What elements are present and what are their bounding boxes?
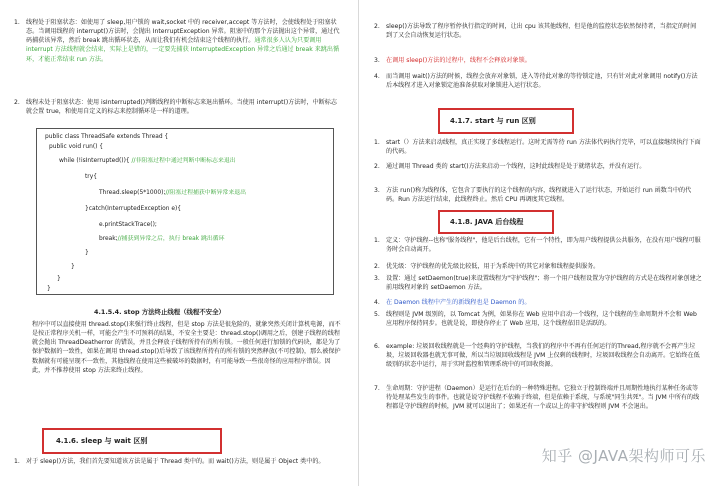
- left-page: [6, 6, 356, 480]
- code-block: [36, 128, 334, 295]
- code-line: }: [47, 286, 51, 292]
- section-title-sleep-wait: 4.1.6. sleep 与 wait 区别: [56, 437, 148, 445]
- stop-subheading: 4.1.5.4. stop 方法终止线程（线程不安全）: [94, 308, 225, 316]
- daemon-item-4: 4. 在 Daemon 线程中产生的新线程也是 Daemon 的。: [374, 299, 531, 306]
- daemon-item-1: 1. 定义：守护线程--也称"服务线程"，他是后台线程，它有一个特性，即为用户线程提供公共服务，在没有用户线程可服务时会自动离开。: [374, 237, 701, 254]
- stop-paragraph: 程序中可以直接使用 thread.stop()来强行终止线程，但是 stop 方法是很危险的，就象突然关闭计算机电源，而不是按正常程序关机一样，可能会产生不可预料的结果，不安全主要是：thread.stop()调用之后，创建子线程的线程就会抛出 ThreadDeatherror 的错误，并且会释放子线程所持有的所有锁。一般任何进行加锁的代码块，都是为了保护数据的一致性，如果在调用 thread.stop()后导致了该线程所持有的所有锁的突然释放(不可控制)，那么被保护数据就有可能呈现不一致性，其他线程在使用这些被破坏的数据时，有可能导致一些很奇怪的应用程序错误。因此，并不推荐使用 stop 方法来终止线程。: [32, 321, 341, 374]
- code-line: }: [71, 264, 75, 270]
- code-line: try{: [85, 174, 97, 180]
- zhihu-watermark: 知乎 @JAVA架构师可乐: [541, 447, 706, 465]
- interrupt-item-1: 1. 线程处于阻塞状态：如使用了 sleep,用户锁的 wait,socket 中的 receiver,accept 等方法时，会使线程处于阻塞状态。当调用线程的 interrupt()方法时，会抛出 InterruptException 异常。阻塞中的那个方法抛出这个异常，通过代码捕获该异常，然后 break 跳出循环状态，从而让我们有机会结束这个线程的执行。通常很多人认为只要调用 interrupt 方法线程就会结束，实际上是错的，一定要先捕获 InterruptedException 异常之后通过 break 来跳出循环，才能正常结束 run 方法。: [14, 19, 340, 63]
- daemon-item-7: 7. 生命周期：守护进程（Daemon）是运行在后台的一种特殊进程。它独立于控制终端并且周期性地执行某种任务或等待处理某些发生的事件。也就是说守护线程不依赖于终端，但是依赖于系统，与系统"同生共死"。当 JVM 中所有的线程都是守护线程的时候，JVM 就可以退出了；如果还有一个或以上的非守护线程则 JVM 不会退出。: [374, 385, 700, 411]
- page-divider: [358, 0, 359, 486]
- start-item-2: 2. 通过调用 Thread 类的 start()方法来启动一个线程，这时此线程是处于就绪状态，并没有运行。: [374, 163, 646, 170]
- daemon-item-2: 2. 优先级：守护线程的优先级比较低，用于为系统中的其它对象和线程提供服务。: [374, 263, 600, 270]
- code-line: Thread.sleep(5*1000);//阻塞过程捕获中断异常来退出: [99, 190, 246, 196]
- code-line: break;//捕获到异常之后，执行 break 跳出循环: [99, 236, 225, 242]
- start-item-1: 1. start（）方法来启动线程，真正实现了多线程运行。这时无需等待 run 方法体代码执行完毕，可以直接继续执行下面的代码。: [374, 139, 701, 156]
- daemon-item-6: 6. example: 垃圾回收线程就是一个经典的守护线程，当我们的程序中不再有任何运行的Thread,程序就不会再产生垃圾，垃圾回收器也就无事可做，所以当垃圾回收线程是 JVM 上仅剩的线程时，垃圾回收线程会自动离开。它始终在低级别的状态中运行，用于实时监控和管理系统中的可回收资源。: [374, 343, 700, 369]
- code-line: }: [85, 250, 89, 256]
- item-text: 线程未处于阻塞状态：使用 isInterrupted()判断线程的中断标志来退出循环。当使用 interrupt()方法时，中断标志就会置 true，和使用自定义的标志来控制循环是一样的道理。: [26, 99, 337, 116]
- code-line: e.printStackTrace();: [99, 222, 157, 228]
- code-line: }: [57, 276, 61, 282]
- item-green-note: 通常很多人认为只要调用 interrupt 方法线程就会结束，实际上是错的，一定要先捕获 InterruptedException 异常之后通过 break 来跳出循环，才能正常结束 run 方法。: [26, 37, 340, 63]
- daemon-item-5: 5. 线程则是 JVM 级别的，以 Tomcat 为例，如果你在 Web 应用中启动一个线程，这个线程的生命周期并不会和 Web 应用程序保持同步。也就是说，即使你停止了 Web 应用，这个线程依旧是活跃的。: [374, 311, 697, 328]
- sleep-item-4: 4. 而当调用 wait()方法的时候，线程会放弃对象锁，进入等待此对象的等待锁定池，只有针对此对象调用 notify()方法后本线程才进入对象锁定池准备获取对象锁进入运行状态。: [374, 73, 698, 90]
- code-line: public class ThreadSafe extends Thread {: [45, 134, 169, 140]
- start-item-3: 3. 方法 run()称为线程体，它包含了要执行的这个线程的内容，线程就进入了运行状态，开始运行 run 函数当中的代码。Run 方法运行结束，此线程终止。然后 CPU 再调度其它线程。: [374, 187, 692, 204]
- code-line: public void run() {: [49, 144, 104, 150]
- sleep-item-3: 3. 在调用 sleep()方法的过程中，线程不会释放对象锁。: [374, 57, 531, 64]
- interrupt-item-2: 2. 线程未处于阻塞状态：使用 isInterrupted()判断线程的中断标志来退出循环。当使用 interrupt()方法时，中断标志就会置 true，和使用自定义的标志来控制循环是一样的道理。: [14, 99, 337, 116]
- sleep-item-2: 2. sleep()方法导致了程序暂停执行指定的时间，让出 cpu 该其他线程，但是他的监控状态依然保持者，当指定的时间到了又会自动恢复运行状态。: [374, 23, 697, 40]
- code-line: while (!isInterrupted()){ //非阻塞过程中通过判断中断标志来退出: [59, 158, 236, 164]
- right-page: [366, 6, 716, 480]
- daemon-item-3: 3. 设置：通过 setDaemon(true)来设置线程为"守护线程"；将一个用户线程设置为守护线程的方式是在线程对象创建之前用线程对象的 setDaemon 方法。: [374, 275, 702, 292]
- code-line: }catch(InterruptedException e){: [85, 206, 181, 212]
- sleep-item-1: 1. 对于 sleep()方法，我们首先要知道该方法是属于 Thread 类中的。而 wait()方法，则是属于 Object 类中的。: [14, 458, 325, 465]
- section-title-daemon: 4.1.8. JAVA 后台线程: [450, 218, 524, 226]
- item-text: 线程处于阻塞状态：如使用了 sleep,用户锁的 wait,socket 中的 receiver,accept 等方法时，会使线程处于阻塞状态。当调用线程的 interrupt()方法时，会抛出 InterruptException 异常。阻塞中的那个方法抛出这个异常，通过代码捕获该异常，然后 break 跳出循环状态，从而让我们有机会结束这个线程的执行。: [26, 19, 340, 45]
- section-title-start-run: 4.1.7. start 与 run 区别: [450, 117, 536, 125]
